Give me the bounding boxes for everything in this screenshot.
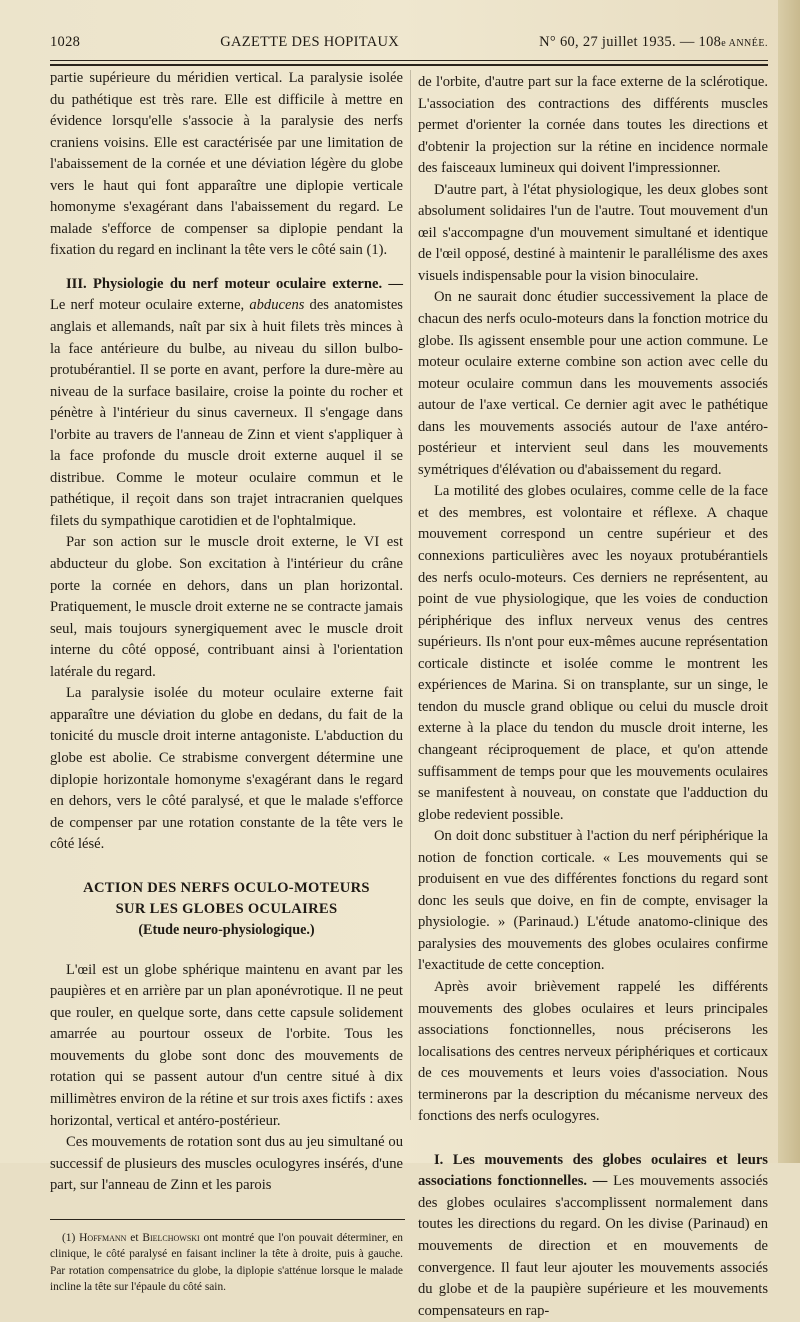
article-title-line-2: SUR LES GLOBES OCULAIRES xyxy=(115,900,338,917)
page-number: 1028 xyxy=(50,34,81,50)
section-1-paragraph: I. Les mouvements des globes oculaires et leurs associations fonctionnelles. — Les mouvements associés des globes oculaires s'accomplissent normalement dans toutes les directions du regard. On les divise (Parinaud) en mouvements de direction et en mouvements de convergence. Il faut leur ajouter les mouvements associés du globe et de la paupière supérieure et les mouvements compensateurs en rap- xyxy=(418,1151,768,1319)
issue-info: N° 60, 27 juillet 1935. — 108e ANNÉE. xyxy=(539,34,768,50)
paragraph: On ne saurait donc étudier successivement la place de chacun des nerfs oculo-moteurs dans la fonction motrice du globe. Ils agissent ensemble pour une action commune. Le moteur oculaire externe combine son action avec celle du moteur oculaire commun dans les mouvements associés autour de l'axe vertical. Ce dernier agit avec le pathétique dans les mouvements associés autour de l'axe antéro-postérieur et intervient seul dans les mouvements symétriques d'élévation ou d'abaissement du regard. xyxy=(418,289,768,478)
paragraph: La paralysie isolée du moteur oculaire externe fait apparaître une déviation du globe en dedans, du fait de la tonicité du muscle droit interne antagoniste. L'abduction du globe est abolie. Ce strabisme convergent détermine une diplopie horizontale homonyme s'exagérant dans le regard en dehors, vers le côté paralysé, et que le malade s'efforce de compenser par une rotation constante de la tête vers le côté lésé. xyxy=(50,685,403,853)
section-heading: I. Les mouvements des globes oculaires et leurs associations fonctionnelles. — xyxy=(418,1151,768,1190)
section-heading: III. Physiologie du nerf moteur oculaire externe. — xyxy=(66,275,403,292)
paragraph: partie supérieure du méridien vertical. La paralysie isolée du pathétique est très rare. Elle est difficile à mettre en évidence lorsqu'elle s'associe à la paralysie des nerfs craniens voisins. Elle est caractérisée par une limitation de l'abaissement de la cornée et une déviation légère du globe vers le haut qui font apparaître une diplopie verticale homonyme s'exagérant dans l'abaissement du regard. Le malade s'efforce de compenser sa diplopie pendant la fixation du regard en inclinant la tête vers le côté sain (1). xyxy=(50,70,403,259)
paragraph: Ces mouvements de rotation sont dus au jeu simultané ou successif de plusieurs des muscles oculogyres insérés, d'une part, sur l'anneau de Zinn et les parois xyxy=(50,1134,403,1194)
right-column xyxy=(418,72,768,1322)
paragraph: On doit donc substituer à l'action du nerf périphérique la notion de fonction corticale. « Les mouvements qui se produisent en vue des différentes fonctions du regard sont donc les seuls que doive, en fin de compte, envisager la physiologie. » (Parinaud.) L'étude anatomo-clinique des paralysies des mouvements des globes oculaires confirme l'exactitude de cette conception. xyxy=(418,828,768,974)
header-rule xyxy=(50,60,768,61)
footnote: (1) Hoffmann et Bielchowski ont montré que l'on pouvait déterminer, en clinique, le côté paralysé en faisant incliner la tête à droite, puis à gauche. Par rotation compensatrice du globe, la diplopie s'atténue lorsque le malade incline la tête sur l'épaule du côté sain. xyxy=(50,1231,403,1293)
paragraph: L'œil est un globe sphérique maintenu en avant par les paupières et en arrière par un plan aponévrotique. Il ne peut que rouler, en quelque sorte, dans cette capsule solidement amarrée au pourtour osseux de l'orbite. Tous les mouvements du globe sont donc des mouvements de rotation qui se passent autour d'un centre situé à dix millimètres environ de la rétine et sur trois axes fictifs : axes horizontal, vertical et antéro-postérieur. xyxy=(50,961,403,1129)
paragraph: Par son action sur le muscle droit externe, le VI est abducteur du globe. Son excitation à l'intérieur du crâne porte la cornée en dehors, dans un plan horizontal. Pratiquement, le muscle droit externe ne se contracte jamais seul, mais toujours synergiquement avec le muscle droit interne du côté opposé, contribuant ainsi à l'orientation latérale du regard. xyxy=(50,534,403,680)
running-header xyxy=(50,34,768,51)
paragraph: La motilité des globes oculaires, comme celle de la face et des membres, est volontaire et réflexe. A chaque mouvement correspond un centre supérieur et des connexions particulières avec les noyaux protubérantiels des nerfs oculo-moteurs. Ces derniers ne représentent, au point de vue physiologique, que les voies de conduction périphérique des influx nerveux venus des centres supérieurs. Ils n'ont pour eux-mêmes aucune représentation corticale distincte et isolée comme le montrent les expériences de Marina. Si on transplante, sur un singe, le tendon du muscle grand oblique ou celui du muscle droit externe à la place du tendon du muscle droit interne, les changeant réciproquement de place, et qu'on attende suffisamment de temps pour que les mouvements oculaires se manifestent à nouveau, on constate que l'adduction du globe redevient possible. xyxy=(418,483,768,823)
paragraph: Après avoir brièvement rappelé les différents mouvements des globes oculaires et leurs principales associations fonctionnelles, nous préciserons les localisations des centres nerveux périphériques et corticaux de ces mouvements et leurs voies d'association. Nous terminerons par la description du mécanisme nerveux des fonctions des nerfs oculogyres. xyxy=(418,978,768,1125)
paragraph: D'autre part, à l'état physiologique, les deux globes sont absolument solidaires l'un de l'autre. Tout mouvement d'un œil s'accompagne d'un mouvement simultané et identique de l'œil opposé, destiné à maintenir le parallélisme des axes visuels indispensable pour la vision binoculaire. xyxy=(418,181,768,284)
paragraph: de l'orbite, d'autre part sur la face externe de la sclérotique. L'association des contractions des différents muscles permet d'orienter la cornée dans toutes les directions et d'obtenir la projection sur la rétine en incidence normale des faisceaux lumineux qui doivent l'impressionner. xyxy=(418,74,768,177)
left-column xyxy=(50,68,403,1295)
journal-title: GAZETTE DES HOPITAUX xyxy=(220,34,400,50)
section-3-paragraph: III. Physiologie du nerf moteur oculaire externe. — Le nerf moteur oculaire externe, abducens des anatomistes anglais et allemands, naît par six à huit filets très minces à la face antérieure du bulbe, au niveau du sillon bulbo-protubérantiel. Il se porte en avant, perfore la dure-mère au niveau de la surface basilaire, croise la pointe du rocher et pénètre à l'intérieur du sinus caverneux. Il s'engage dans l'orbite au travers de l'anneau de Zinn et vient s'appliquer à la face profonde du muscle droit externe auquel il se distribue. Comme le moteur oculaire commun et le pathétique, il reçoit dans son trajet intracranien quelques filets du sympathique carotidien et de l'ophtalmique. xyxy=(50,275,403,529)
article-subtitle: (Etude neuro-physiologique.) xyxy=(138,921,315,938)
page-edge-shadow xyxy=(778,0,800,1163)
header-rule-thick xyxy=(50,64,768,66)
column-separator xyxy=(410,70,411,1120)
article-title: ACTION DES NERFS OCULO-MOTEURS xyxy=(83,879,370,896)
article-title-block xyxy=(50,878,403,941)
footnote-rule xyxy=(50,1219,405,1220)
